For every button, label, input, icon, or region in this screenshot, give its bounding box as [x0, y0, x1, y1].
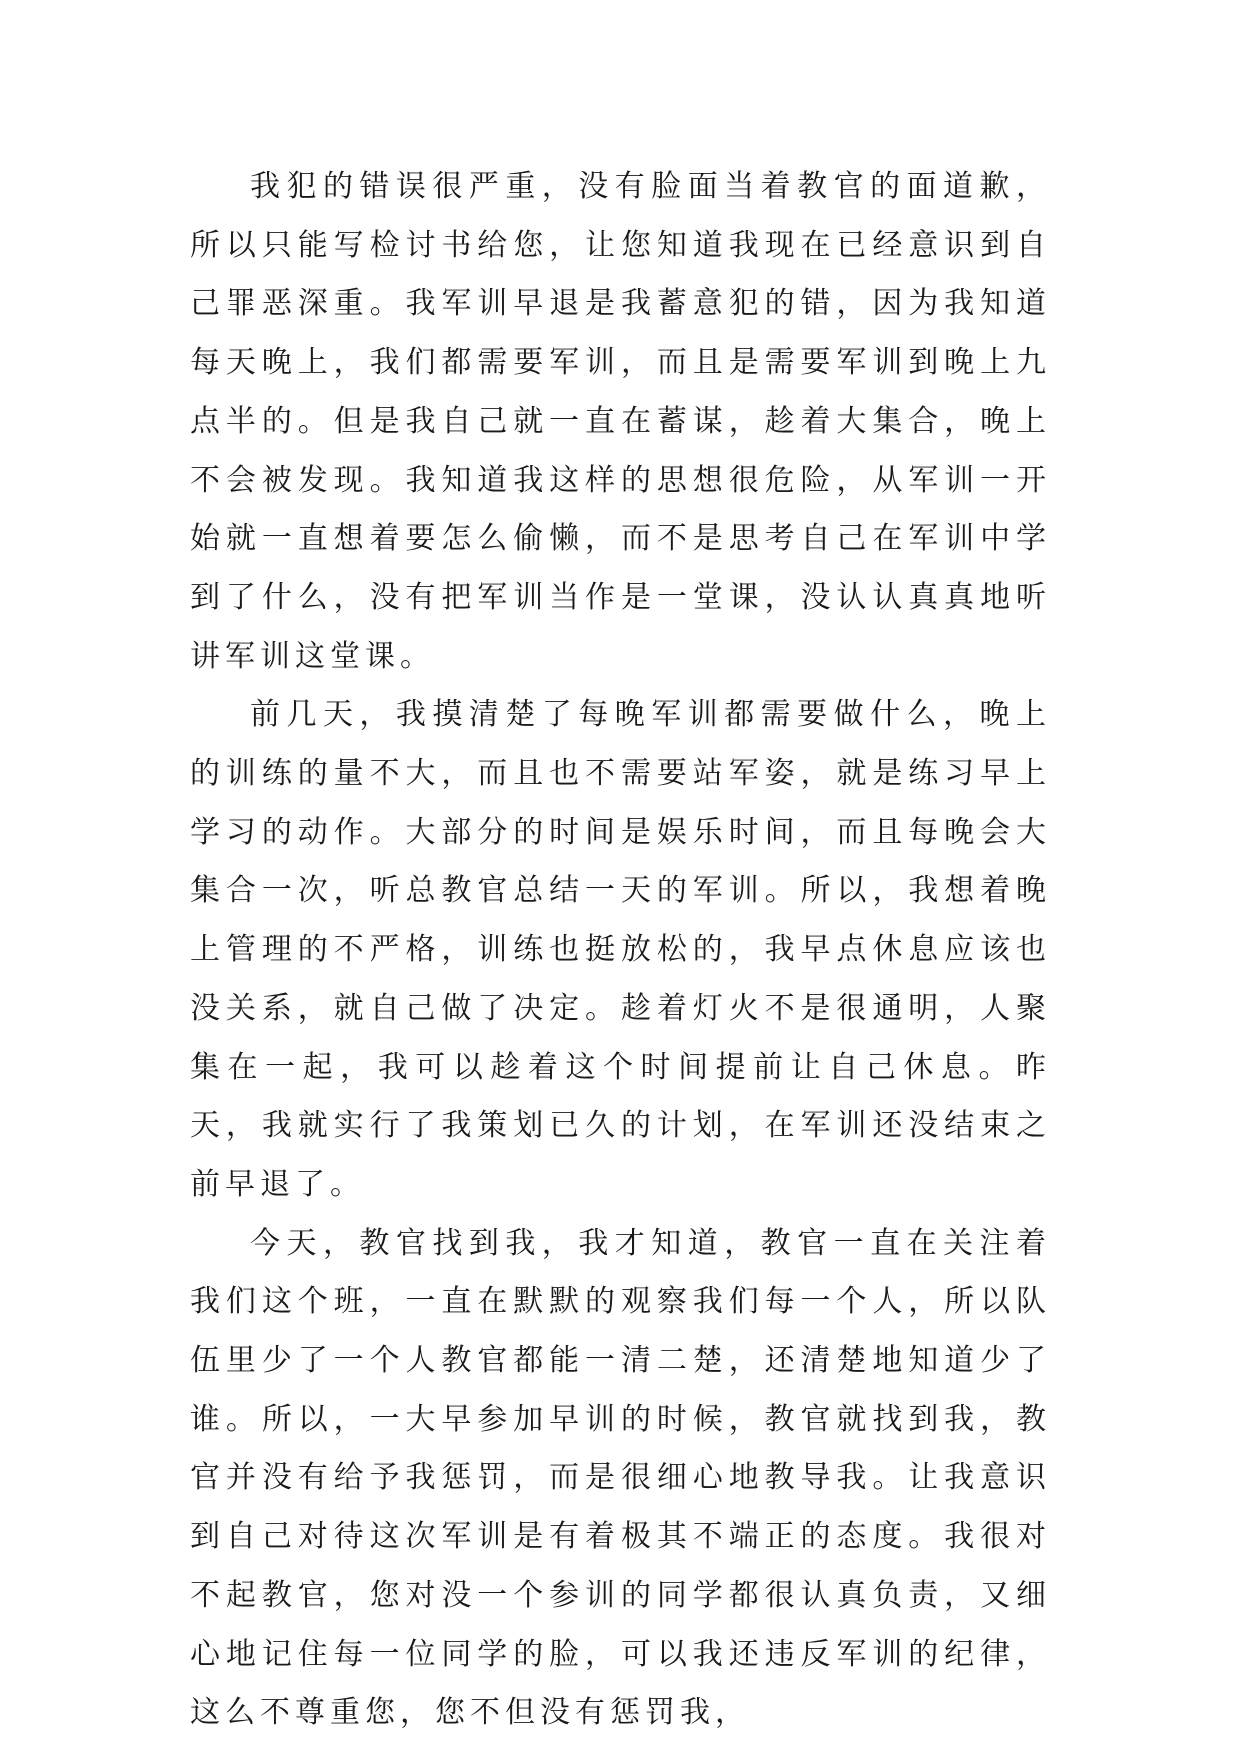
paragraph: 今天，教官找到我，我才知道，教官一直在关注着我们这个班，一直在默默的观察我们每一个人，所以队伍里少了一个人教官都能一清二楚，还清楚地知道少了谁。所以，一大早参加早训的时候，教官就找到我，教官并没有给予我惩罚，而是很细心地教导我。让我意识到自己对待这次军训是有着极其不端正的态度。我很对不起教官，您对没一个参训的同学都很认真负责，又细心地记住每一位同学的脸，可以我还违反军训的纪律，这么不尊重您，您不但没有惩罚我， — [190, 1225, 1051, 1731]
document-body — [190, 158, 1051, 1743]
paragraph: 我犯的错误很严重，没有脸面当着教官的面道歉，所以只能写检讨书给您，让您知道我现在已经意识到自己罪恶深重。我军训早退是我蓄意犯的错，因为我知道每天晚上，我们都需要军训，而且是需要军训到晚上九点半的。但是我自己就一直在蓄谋，趁着大集合，晚上不会被发现。我知道我这样的思想很危险，从军训一开始就一直想着要怎么偷懒，而不是思考自己在军训中学到了什么，没有把军训当作是一堂课，没认认真真地听讲军训这堂课。 — [190, 169, 1051, 674]
paragraph: 前几天，我摸清楚了每晚军训都需要做什么，晚上的训练的量不大，而且也不需要站军姿，就是练习早上学习的动作。大部分的时间是娱乐时间，而且每晚会大集合一次，听总教官总结一天的军训。所以，我想着晚上管理的不严格，训练也挺放松的，我早点休息应该也没关系，就自己做了决定。趁着灯火不是很通明，人聚集在一起，我可以趁着这个时间提前让自己休息。昨天，我就实行了我策划已久的计划，在军训还没结束之前早退了。 — [190, 697, 1051, 1202]
